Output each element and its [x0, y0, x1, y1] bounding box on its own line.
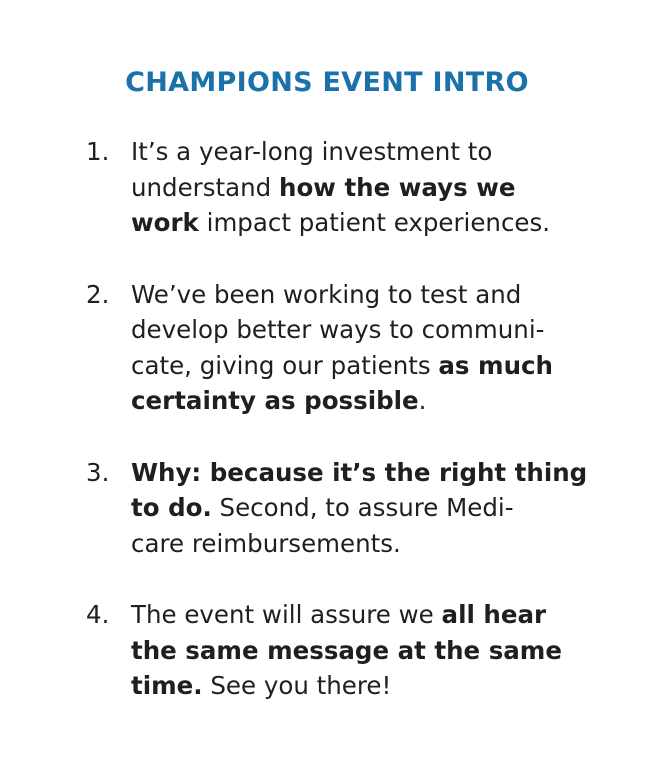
list-item-text: [131, 455, 596, 562]
list-item-number: 3.: [86, 457, 110, 487]
text-line: [131, 277, 596, 313]
text-line: [131, 490, 596, 526]
text-segment: impact patient experiences.: [198, 208, 551, 237]
bold-text: all hear: [441, 600, 547, 629]
text-segment: Second, to assure Medi-: [211, 493, 514, 522]
list-item-number: 2.: [86, 279, 110, 309]
list-item-text: [131, 597, 596, 704]
bold-text: Why: because it’s the right thing: [131, 457, 588, 487]
text-line: [131, 597, 596, 633]
text-segment: See you there!: [202, 671, 392, 700]
list-item: [86, 597, 596, 704]
list-item-number: 4.: [86, 600, 110, 629]
bold-text: as much: [438, 350, 553, 380]
list-item: [86, 455, 596, 562]
page-title: CHAMPIONS EVENT INTRO: [125, 67, 529, 98]
text-segment: care reimbursements.: [131, 528, 401, 558]
text-line: [131, 170, 596, 206]
list-item: [86, 277, 596, 419]
text-line: [131, 455, 596, 491]
text-line: [131, 668, 596, 704]
bold-text: how the ways we: [279, 172, 516, 202]
bold-text: the same message at the same: [131, 635, 562, 665]
text-line: [131, 312, 596, 348]
list-item-text: [131, 134, 596, 241]
text-line: [131, 134, 596, 170]
bold-text: work: [131, 208, 199, 237]
text-line: [131, 633, 596, 669]
text-line: [131, 526, 596, 562]
bold-text: to do.: [131, 493, 212, 522]
text-line: [131, 383, 596, 419]
bold-text: certainty as possible: [131, 386, 419, 415]
bold-text: time.: [131, 671, 203, 700]
text-segment: cate, giving our patients: [131, 350, 439, 380]
text-line: [131, 348, 596, 384]
text-segment: understand: [131, 172, 280, 202]
text-line: [131, 205, 596, 241]
list-item-number: 1.: [86, 137, 110, 166]
text-segment: We’ve been working to test and: [131, 279, 522, 309]
text-segment: It’s a year-long investment to: [131, 137, 493, 166]
text-segment: The event will assure we: [131, 600, 442, 629]
list-item: [86, 134, 596, 241]
list-item-text: [131, 277, 596, 419]
text-segment: .: [418, 386, 427, 415]
intro-list: [86, 134, 596, 740]
text-segment: develop better ways to communi-: [131, 315, 545, 344]
